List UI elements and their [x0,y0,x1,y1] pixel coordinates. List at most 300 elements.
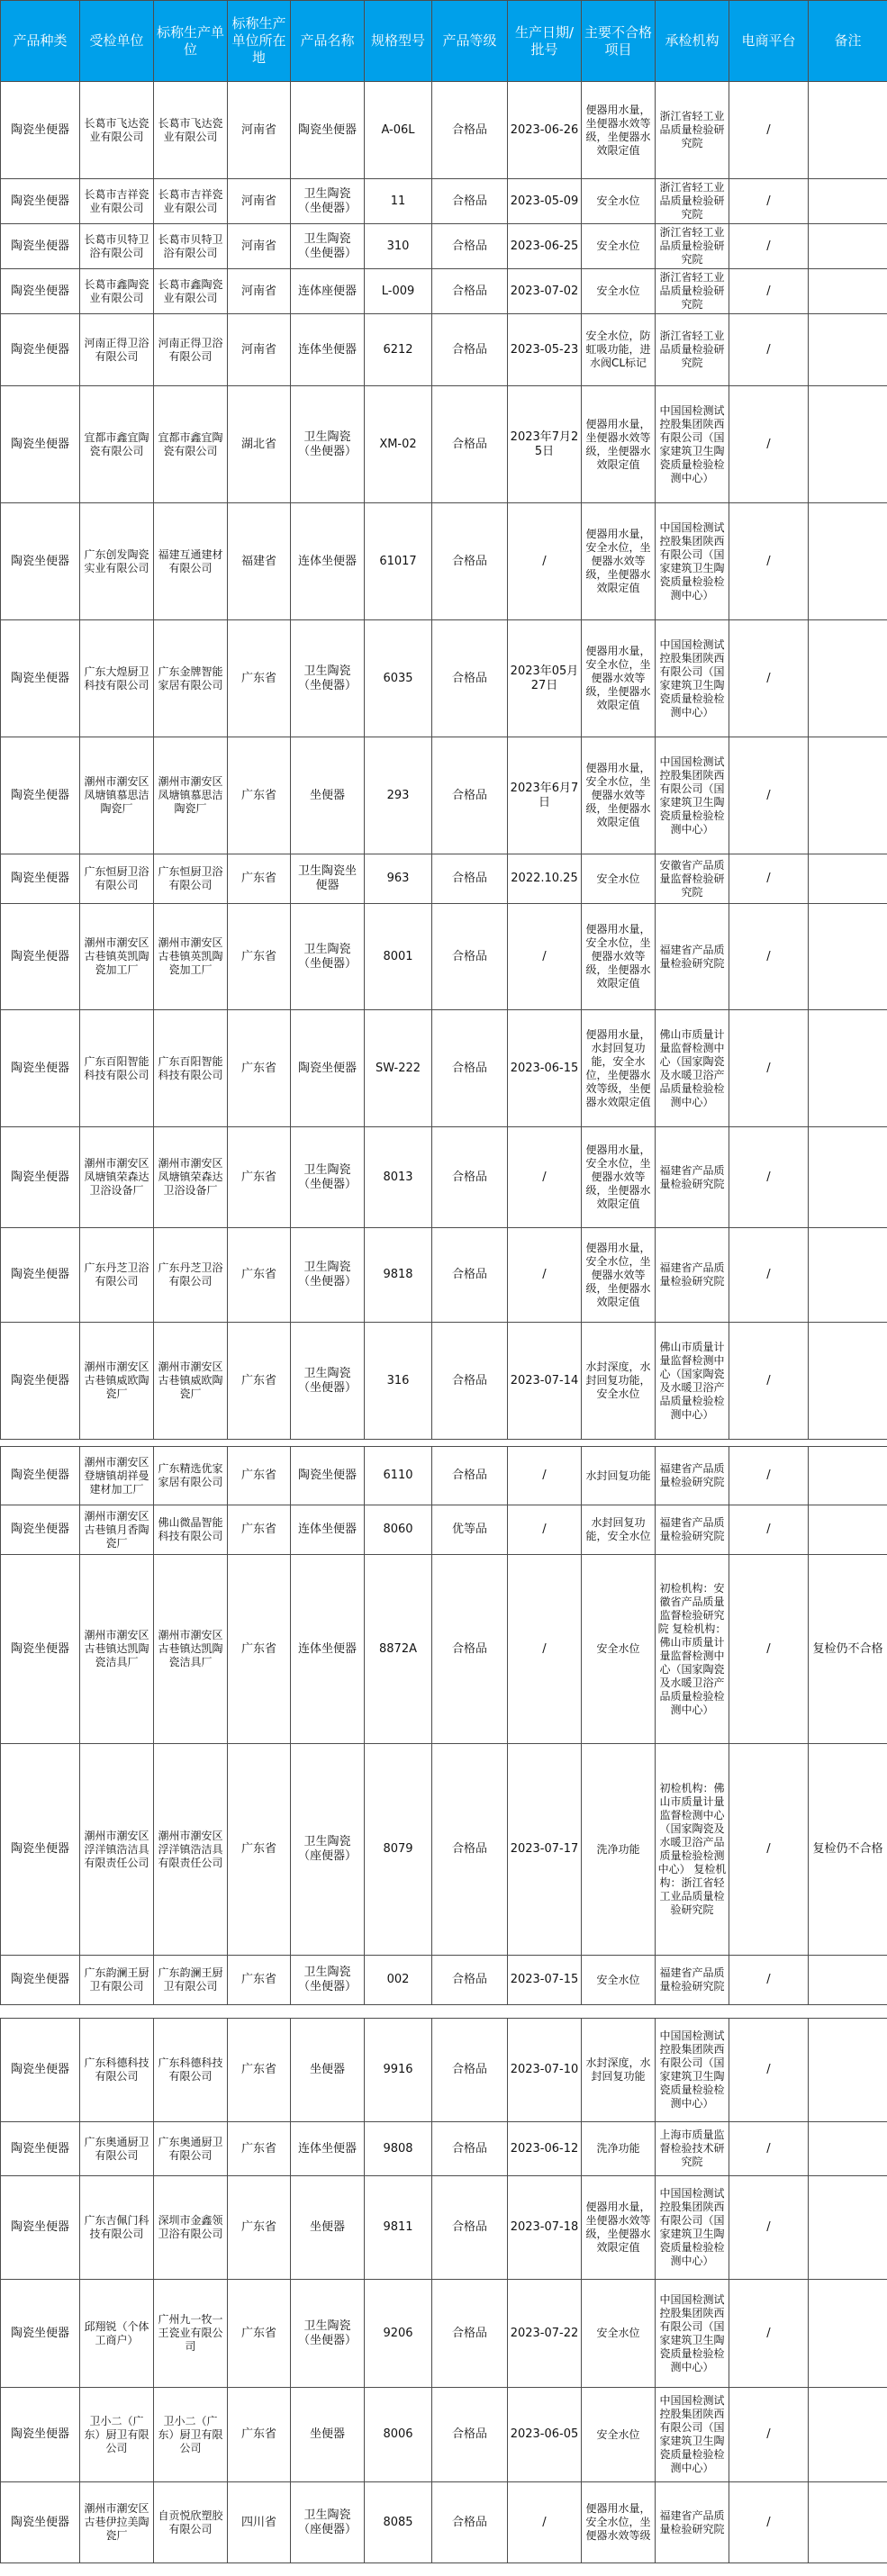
cell-production-date: / [508,1127,582,1228]
cell-category: 陶瓷坐便器 [1,1505,80,1555]
cell-ecommerce: / [729,2176,809,2280]
cell-testing-agency: 中国国检测试控股集团陕西有限公司（国家建筑卫生陶瓷质量检验检测中心） [656,386,729,503]
cell-location: 河南省 [228,82,291,179]
cell-testing-agency: 中国国检测试控股集团陕西有限公司（国家建筑卫生陶瓷质量检验检测中心） [656,2176,729,2280]
cell-failed-items: 便器用水量，安全水位，坐便器水效等级，坐便器水效限定值 [582,737,656,854]
cell-testing-agency: 中国国检测试控股集团陕西有限公司（国家建筑卫生陶瓷质量检验检测中心） [656,2019,729,2122]
cell-location: 广东省 [228,1447,291,1505]
table-row [1,2176,887,2280]
cell-model: XM-02 [365,386,432,503]
cell-ecommerce: / [729,1323,809,1440]
cell-inspected-unit: 广东奥通厨卫有限公司 [80,2122,154,2176]
cell-failed-items: 水封回复功能 [582,1447,656,1505]
cell-ecommerce: / [729,1228,809,1323]
cell-remarks: 复检仍不合格 [809,1555,887,1744]
cell-inspected-unit: 卫小二（广东）厨卫有限公司 [80,2388,154,2482]
cell-location: 广东省 [228,2122,291,2176]
cell-category: 陶瓷坐便器 [1,1555,80,1744]
cell-grade: 合格品 [432,854,508,904]
cell-manufacturer: 广东韵澜王厨卫有限公司 [154,1956,228,2005]
cell-testing-agency: 福建省产品质量检验研究院 [656,904,729,1010]
cell-location: 广东省 [228,1744,291,1956]
cell-inspected-unit: 潮州市潮安区古巷伊拉美陶瓷厂 [80,2482,154,2563]
cell-failed-items: 水封深度，水封回复功能 [582,2019,656,2122]
cell-failed-items: 水封深度，水封回复功能，安全水位 [582,1323,656,1440]
cell-location: 广东省 [228,904,291,1010]
cell-inspected-unit: 长葛市贝特卫浴有限公司 [80,224,154,269]
cell-inspected-unit: 潮州市潮安区登塘镇胡祥曼建材加工厂 [80,1447,154,1505]
cell-ecommerce: / [729,737,809,854]
table-row [1,314,887,386]
cell-production-date: 2023-07-17 [508,1744,582,1956]
cell-product-name: 卫生陶瓷（坐便器） [291,620,365,737]
cell-product-name: 卫生陶瓷（坐便器） [291,1956,365,2005]
cell-testing-agency: 中国国检测试控股集团陕西有限公司（国家建筑卫生陶瓷质量检验检测中心） [656,503,729,620]
cell-grade: 优等品 [432,1505,508,1555]
cell-production-date: / [508,1555,582,1744]
cell-location: 广东省 [228,1228,291,1323]
cell-product-name: 坐便器 [291,2019,365,2122]
table-row [1,620,887,737]
cell-production-date: 2022.10.25 [508,854,582,904]
cell-inspected-unit: 广东吉佩门科技有限公司 [80,2176,154,2280]
cell-manufacturer: 福建互通建材有限公司 [154,503,228,620]
table-row [1,2122,887,2176]
cell-failed-items: 安全水位 [582,179,656,224]
cell-grade: 合格品 [432,2122,508,2176]
cell-inspected-unit: 长葛市鑫陶瓷业有限公司 [80,269,154,314]
cell-production-date: 2023-06-12 [508,2122,582,2176]
cell-grade: 合格品 [432,1228,508,1323]
header-model-spec: 规格型号 [365,1,432,82]
cell-ecommerce: / [729,179,809,224]
cell-ecommerce: / [729,1744,809,1956]
cell-model: A-06L [365,82,432,179]
cell-testing-agency: 福建省产品质量检验研究院 [656,1956,729,2005]
cell-testing-agency: 福建省产品质量检验研究院 [656,2482,729,2563]
table-row [1,1323,887,1440]
cell-product-name: 陶瓷坐便器 [291,82,365,179]
cell-inspected-unit: 邱翔锐（个体工商户） [80,2280,154,2388]
cell-location: 广东省 [228,2388,291,2482]
cell-product-name: 坐便器 [291,2176,365,2280]
cell-testing-agency: 上海市质量监督检验技术研究院 [656,2122,729,2176]
cell-inspected-unit: 长葛市飞达瓷业有限公司 [80,82,154,179]
cell-testing-agency: 浙江省轻工业品质量检验研究院 [656,82,729,179]
cell-ecommerce: / [729,2388,809,2482]
cell-model: 6212 [365,314,432,386]
cell-model: 8006 [365,2388,432,2482]
cell-location: 湖北省 [228,386,291,503]
cell-location: 四川省 [228,2482,291,2563]
cell-ecommerce: / [729,2280,809,2388]
cell-remarks [809,386,887,503]
cell-model: 8060 [365,1505,432,1555]
table-row [1,269,887,314]
cell-model: 11 [365,179,432,224]
cell-ecommerce: / [729,82,809,179]
cell-product-name: 卫生陶瓷（坐便器） [291,179,365,224]
cell-inspected-unit: 广东大煌厨卫科技有限公司 [80,620,154,737]
cell-product-name: 坐便器 [291,737,365,854]
cell-remarks [809,737,887,854]
cell-manufacturer: 自贡悦欣塑胶有限公司 [154,2482,228,2563]
cell-inspected-unit: 广东韵澜王厨卫有限公司 [80,1956,154,2005]
cell-grade: 合格品 [432,503,508,620]
cell-category: 陶瓷坐便器 [1,1956,80,2005]
cell-product-name: 卫生陶瓷（坐便器） [291,1323,365,1440]
cell-manufacturer: 广东金牌智能家居有限公司 [154,620,228,737]
header-manufacturer-location: 标称生产单位所在地 [228,1,291,82]
cell-remarks [809,1505,887,1555]
cell-testing-agency: 佛山市质量计量监督检测中心（国家陶瓷及水暖卫浴产品质量检验检测中心） [656,1010,729,1127]
table-row [1,854,887,904]
cell-grade: 合格品 [432,2280,508,2388]
cell-grade: 合格品 [432,737,508,854]
cell-manufacturer: 广东奥通厨卫有限公司 [154,2122,228,2176]
cell-model: SW-222 [365,1010,432,1127]
cell-category: 陶瓷坐便器 [1,1127,80,1228]
cell-product-name: 连体坐便器 [291,2122,365,2176]
cell-failed-items: 水封回复功能，安全水位 [582,1505,656,1555]
cell-production-date: 2023-07-15 [508,1956,582,2005]
cell-failed-items: 便器用水量，坐便器水效等级，坐便器水效限定值 [582,386,656,503]
cell-remarks [809,1010,887,1127]
cell-testing-agency: 中国国检测试控股集团陕西有限公司（国家建筑卫生陶瓷质量检验检测中心） [656,620,729,737]
cell-manufacturer: 长葛市吉祥瓷业有限公司 [154,179,228,224]
cell-manufacturer: 长葛市鑫陶瓷业有限公司 [154,269,228,314]
header-nominal-manufacturer: 标称生产单位 [154,1,228,82]
cell-ecommerce: / [729,314,809,386]
cell-remarks [809,1447,887,1505]
cell-production-date: 2023年6月7日 [508,737,582,854]
results-table-part-2 [0,737,887,1440]
cell-location: 广东省 [228,2019,291,2122]
cell-failed-items: 安全水位，防虹吸功能，进水阀CL标记 [582,314,656,386]
cell-failed-items: 便器用水量，坐便器水效等级，坐便器水效限定值 [582,2176,656,2280]
cell-remarks [809,503,887,620]
cell-product-name: 卫生陶瓷（坐便器） [291,386,365,503]
cell-grade: 合格品 [432,1010,508,1127]
cell-failed-items: 安全水位 [582,224,656,269]
table-row [1,2388,887,2482]
table-row [1,1505,887,1555]
cell-category: 陶瓷坐便器 [1,503,80,620]
cell-inspected-unit: 潮州市潮安区凤塘镇荣森达卫浴设备厂 [80,1127,154,1228]
cell-location: 广东省 [228,854,291,904]
cell-inspected-unit: 潮州市潮安区凤塘镇慕思洁陶瓷厂 [80,737,154,854]
cell-remarks [809,82,887,179]
cell-remarks [809,620,887,737]
header-testing-agency: 承检机构 [656,1,729,82]
cell-manufacturer: 深圳市金鑫领卫浴有限公司 [154,2176,228,2280]
cell-category: 陶瓷坐便器 [1,269,80,314]
cell-category: 陶瓷坐便器 [1,1744,80,1956]
cell-manufacturer: 卫小二（广东）厨卫有限公司 [154,2388,228,2482]
cell-production-date: 2023-06-26 [508,82,582,179]
results-table-part-4 [0,2018,887,2563]
cell-testing-agency: 初检机构：安徽省产品质量监督检验研究院 复检机构：佛山市质量计量监督检测中心（国家陶瓷及水暖卫浴产品质量检验检测中心） [656,1555,729,1744]
cell-category: 陶瓷坐便器 [1,2280,80,2388]
cell-model: 9916 [365,2019,432,2122]
cell-grade: 合格品 [432,1447,508,1505]
cell-ecommerce: / [729,1956,809,2005]
cell-category: 陶瓷坐便器 [1,2176,80,2280]
cell-failed-items: 便器用水量，水封回复功能，安全水位，坐便器水效等级，坐便器水效限定值 [582,1010,656,1127]
cell-ecommerce: / [729,386,809,503]
cell-manufacturer: 潮州市潮安区浮洋镇浩洁具有限责任公司 [154,1744,228,1956]
cell-location: 广东省 [228,1555,291,1744]
cell-production-date: 2023-05-23 [508,314,582,386]
cell-manufacturer: 潮州市潮安区古巷镇达凯陶瓷洁具厂 [154,1555,228,1744]
cell-model: 8013 [365,1127,432,1228]
cell-failed-items: 安全水位 [582,1555,656,1744]
cell-category: 陶瓷坐便器 [1,386,80,503]
cell-remarks [809,1228,887,1323]
cell-category: 陶瓷坐便器 [1,737,80,854]
table-row [1,2019,887,2122]
cell-grade: 合格品 [432,1956,508,2005]
cell-production-date: 2023-06-15 [508,1010,582,1127]
cell-ecommerce: / [729,2122,809,2176]
cell-model: 9818 [365,1228,432,1323]
cell-category: 陶瓷坐便器 [1,179,80,224]
cell-production-date: 2023-05-09 [508,179,582,224]
cell-manufacturer: 长葛市飞达瓷业有限公司 [154,82,228,179]
cell-ecommerce: / [729,269,809,314]
cell-remarks [809,904,887,1010]
cell-manufacturer: 广东精选优家家居有限公司 [154,1447,228,1505]
cell-category: 陶瓷坐便器 [1,1447,80,1505]
table-row [1,82,887,179]
table-row [1,224,887,269]
cell-category: 陶瓷坐便器 [1,2482,80,2563]
cell-ecommerce: / [729,904,809,1010]
cell-product-name: 连体坐便器 [291,503,365,620]
cell-testing-agency: 佛山市质量计量监督检测中心（国家陶瓷及水暖卫浴产品质量检验检测中心） [656,1323,729,1440]
cell-ecommerce: / [729,2019,809,2122]
cell-production-date: / [508,503,582,620]
cell-production-date: / [508,904,582,1010]
cell-manufacturer: 潮州市潮安区凤塘镇荣森达卫浴设备厂 [154,1127,228,1228]
cell-inspected-unit: 潮州市潮安区古巷镇月香陶瓷厂 [80,1505,154,1555]
table-header-row [1,1,887,82]
cell-inspected-unit: 广东创发陶瓷实业有限公司 [80,503,154,620]
cell-category: 陶瓷坐便器 [1,2019,80,2122]
cell-category: 陶瓷坐便器 [1,1323,80,1440]
cell-product-name: 连体坐便器 [291,1555,365,1744]
cell-grade: 合格品 [432,620,508,737]
cell-model: 61017 [365,503,432,620]
cell-location: 广东省 [228,2280,291,2388]
cell-manufacturer: 佛山微晶智能科技有限公司 [154,1505,228,1555]
cell-location: 河南省 [228,314,291,386]
cell-remarks: 复检仍不合格 [809,1744,887,1956]
cell-testing-agency: 福建省产品质量检验研究院 [656,1505,729,1555]
cell-product-name: 卫生陶瓷（坐便器） [291,2280,365,2388]
header-product-grade: 产品等级 [432,1,508,82]
cell-product-name: 卫生陶瓷（坐便器） [291,904,365,1010]
cell-production-date: 2023年7月25日 [508,386,582,503]
cell-production-date: / [508,1505,582,1555]
cell-location: 广东省 [228,1010,291,1127]
table-row [1,1555,887,1744]
cell-remarks [809,1127,887,1228]
cell-ecommerce: / [729,854,809,904]
cell-ecommerce: / [729,1010,809,1127]
cell-failed-items: 便器用水量，安全水位，坐便器水效等级，坐便器水效限定值 [582,1127,656,1228]
cell-failed-items: 安全水位 [582,2280,656,2388]
cell-ecommerce: / [729,2482,809,2563]
cell-remarks [809,1956,887,2005]
cell-manufacturer: 广东丹芝卫浴有限公司 [154,1228,228,1323]
cell-testing-agency: 初检机构：佛山市质量计量监督检测中心（国家陶瓷及水暖卫浴产品质量检验检测中心） 复检机构：浙江省轻工业品质量检验研究院 [656,1744,729,1956]
cell-product-name: 卫生陶瓷（座便器） [291,1744,365,1956]
cell-grade: 合格品 [432,1744,508,1956]
cell-product-name: 卫生陶瓷（坐便器） [291,224,365,269]
cell-inspected-unit: 河南正得卫浴有限公司 [80,314,154,386]
cell-model: 8001 [365,904,432,1010]
cell-ecommerce: / [729,1447,809,1505]
cell-inspected-unit: 潮州市潮安区古巷镇英凯陶瓷加工厂 [80,904,154,1010]
cell-testing-agency: 福建省产品质量检验研究院 [656,1447,729,1505]
cell-testing-agency: 浙江省轻工业品质量检验研究院 [656,314,729,386]
cell-manufacturer: 潮州市潮安区凤塘镇慕思洁陶瓷厂 [154,737,228,854]
cell-location: 广东省 [228,1505,291,1555]
cell-product-name: 陶瓷坐便器 [291,1010,365,1127]
cell-ecommerce: / [729,1127,809,1228]
cell-model: 002 [365,1956,432,2005]
cell-category: 陶瓷坐便器 [1,2122,80,2176]
table-row [1,1447,887,1505]
cell-inspected-unit: 长葛市吉祥瓷业有限公司 [80,179,154,224]
cell-product-name: 连体坐便器 [291,1505,365,1555]
cell-failed-items: 洗净功能 [582,1744,656,1956]
cell-testing-agency: 安徽省产品质量监督检验研究院 [656,854,729,904]
cell-remarks [809,854,887,904]
cell-inspected-unit: 广东百阳智能科技有限公司 [80,1010,154,1127]
cell-inspected-unit: 广东丹芝卫浴有限公司 [80,1228,154,1323]
cell-production-date: / [508,1447,582,1505]
cell-testing-agency: 福建省产品质量检验研究院 [656,1127,729,1228]
cell-grade: 合格品 [432,2482,508,2563]
cell-category: 陶瓷坐便器 [1,854,80,904]
cell-location: 广东省 [228,1323,291,1440]
cell-remarks [809,2122,887,2176]
cell-production-date: 2023-07-02 [508,269,582,314]
header-product-name: 产品名称 [291,1,365,82]
cell-ecommerce: / [729,620,809,737]
cell-production-date: 2023-07-22 [508,2280,582,2388]
cell-grade: 合格品 [432,2176,508,2280]
cell-ecommerce: / [729,1505,809,1555]
cell-model: 8085 [365,2482,432,2563]
header-production-date: 生产日期/批号 [508,1,582,82]
cell-location: 广东省 [228,2176,291,2280]
cell-manufacturer: 广东科德科技有限公司 [154,2019,228,2122]
cell-category: 陶瓷坐便器 [1,2388,80,2482]
cell-manufacturer: 潮州市潮安区古巷镇英凯陶瓷加工厂 [154,904,228,1010]
cell-production-date: 2023-07-18 [508,2176,582,2280]
cell-remarks [809,2388,887,2482]
cell-location: 广东省 [228,1956,291,2005]
cell-product-name: 连体坐便器 [291,314,365,386]
cell-category: 陶瓷坐便器 [1,82,80,179]
cell-grade: 合格品 [432,82,508,179]
cell-manufacturer: 宜都市鑫宜陶瓷有限公司 [154,386,228,503]
cell-grade: 合格品 [432,179,508,224]
cell-grade: 合格品 [432,386,508,503]
cell-model: 316 [365,1323,432,1440]
table-row [1,179,887,224]
cell-inspected-unit: 潮州市潮安区浮洋镇浩洁具有限责任公司 [80,1744,154,1956]
cell-location: 福建省 [228,503,291,620]
cell-production-date: / [508,2482,582,2563]
cell-product-name: 卫生陶瓷（座便器） [291,2482,365,2563]
header-remarks: 备注 [809,1,887,82]
table-row [1,1956,887,2005]
cell-product-name: 卫生陶瓷（坐便器） [291,1228,365,1323]
cell-category: 陶瓷坐便器 [1,224,80,269]
table-row [1,1228,887,1323]
cell-remarks [809,179,887,224]
table-row [1,1127,887,1228]
cell-remarks [809,2019,887,2122]
cell-failed-items: 便器用水量，安全水位，坐便器水效等级，坐便器水效限定值 [582,503,656,620]
cell-model: 9808 [365,2122,432,2176]
cell-category: 陶瓷坐便器 [1,1010,80,1127]
header-product-category: 产品种类 [1,1,80,82]
cell-testing-agency: 中国国检测试控股集团陕西有限公司（国家建筑卫生陶瓷质量检验检测中心） [656,737,729,854]
results-table-part-1 [0,0,887,737]
table-row [1,1744,887,1956]
cell-inspected-unit: 潮州市潮安区古巷镇达凯陶瓷洁具厂 [80,1555,154,1744]
cell-inspected-unit: 宜都市鑫宜陶瓷有限公司 [80,386,154,503]
cell-remarks [809,2482,887,2563]
cell-grade: 合格品 [432,2388,508,2482]
cell-model: 963 [365,854,432,904]
cell-manufacturer: 广州九一牧一王瓷业有限公司 [154,2280,228,2388]
cell-grade: 合格品 [432,904,508,1010]
cell-grade: 合格品 [432,269,508,314]
cell-location: 广东省 [228,737,291,854]
cell-model: L-009 [365,269,432,314]
cell-model: 8872A [365,1555,432,1744]
cell-ecommerce: / [729,1555,809,1744]
cell-grade: 合格品 [432,1127,508,1228]
cell-model: 6110 [365,1447,432,1505]
cell-testing-agency: 浙江省轻工业品质量检验研究院 [656,269,729,314]
cell-manufacturer: 潮州市潮安区古巷镇威欧陶瓷厂 [154,1323,228,1440]
table-row [1,904,887,1010]
header-ecommerce-platform: 电商平台 [729,1,809,82]
cell-location: 河南省 [228,269,291,314]
cell-production-date: 2023-07-10 [508,2019,582,2122]
table-row [1,2482,887,2563]
cell-product-name: 陶瓷坐便器 [291,1447,365,1505]
table-row [1,386,887,503]
cell-production-date: / [508,1228,582,1323]
cell-category: 陶瓷坐便器 [1,1228,80,1323]
cell-inspected-unit: 广东科德科技有限公司 [80,2019,154,2122]
cell-manufacturer: 河南正得卫浴有限公司 [154,314,228,386]
cell-product-name: 卫生陶瓷坐便器 [291,854,365,904]
cell-category: 陶瓷坐便器 [1,620,80,737]
cell-failed-items: 便器用水量，坐便器水效等级，坐便器水效限定值 [582,82,656,179]
cell-remarks [809,314,887,386]
cell-grade: 合格品 [432,2019,508,2122]
cell-failed-items: 安全水位 [582,1956,656,2005]
